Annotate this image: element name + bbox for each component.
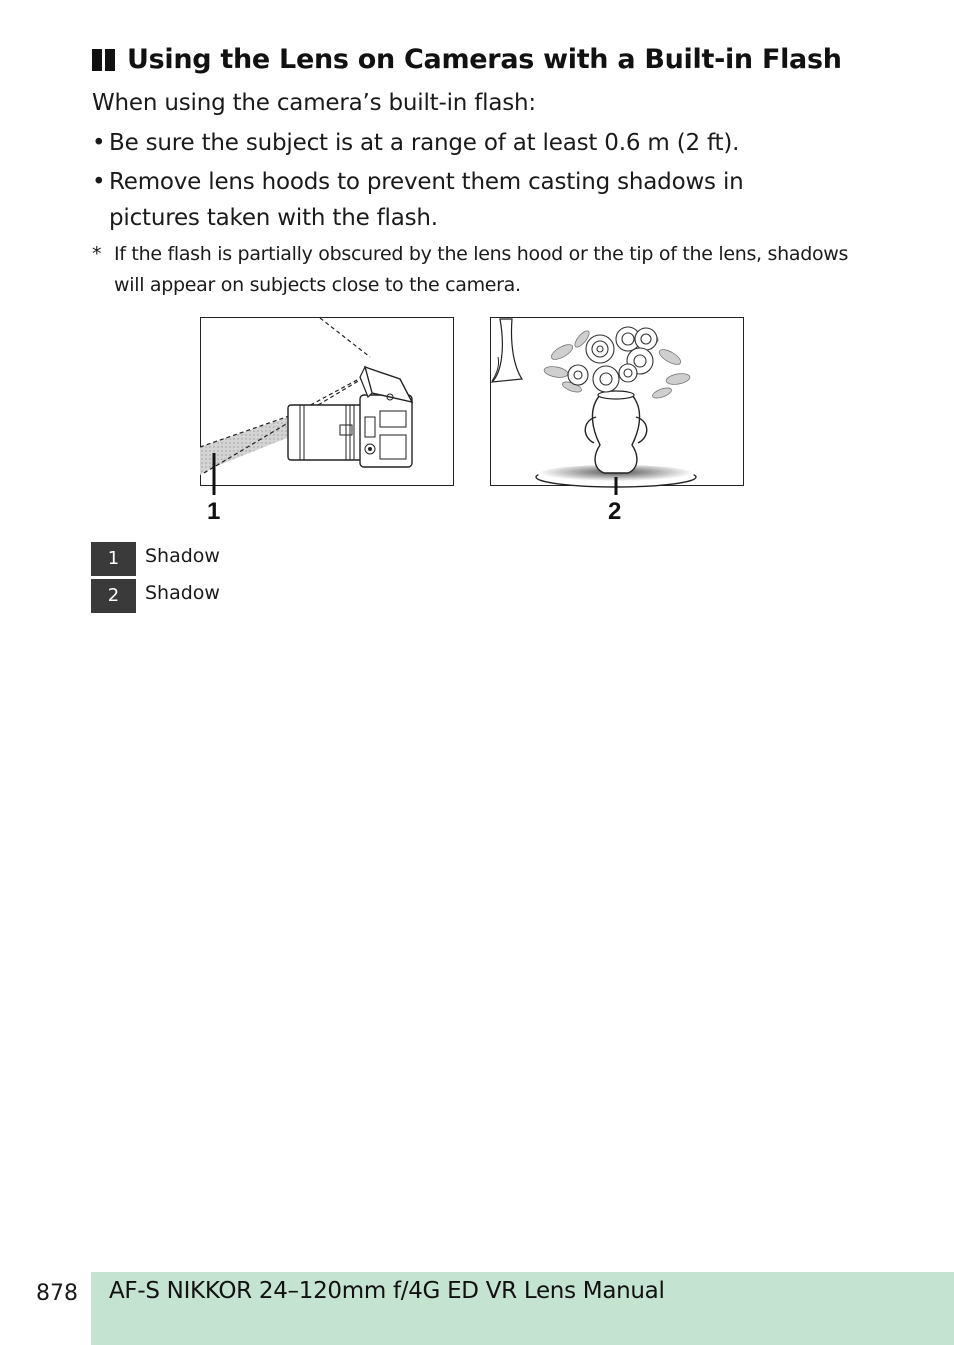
callout-number: 1 xyxy=(207,498,221,525)
intro-text: When using the camera’s built-in flash: xyxy=(92,90,536,116)
bullet-marker: • xyxy=(92,169,106,195)
section-marker-icon xyxy=(92,49,115,71)
bullet-item xyxy=(92,164,812,236)
legend-label: Shadow xyxy=(145,544,220,567)
page-number: 878 xyxy=(36,1281,78,1306)
bullet-text: Be sure the subject is at a range of at least 0.6 m (2 ft). xyxy=(109,130,740,156)
legend-row xyxy=(91,540,220,577)
footnote-text: If the flash is partially obscured by the lens hood or the tip of the lens, shadows will appear on subjects close to the camera. xyxy=(114,243,849,296)
bullet-text: Remove lens hoods to prevent them casting shadows in pictures taken with the flash. xyxy=(109,169,744,231)
legend-label: Shadow xyxy=(145,581,220,604)
illustration-figure xyxy=(200,317,745,532)
legend-number: 2 xyxy=(91,579,136,613)
footnote xyxy=(92,239,852,301)
footnote-marker: * xyxy=(92,243,102,265)
bullet-marker: • xyxy=(92,130,106,156)
legend-number: 1 xyxy=(91,542,136,576)
section-heading xyxy=(92,44,842,75)
legend-row xyxy=(91,577,220,614)
camera-flash-shadow-illustration xyxy=(200,317,745,532)
bullet-item xyxy=(92,125,812,161)
figure-legend xyxy=(91,540,220,614)
page-title: Using the Lens on Cameras with a Built-in Flash xyxy=(127,44,842,75)
footer-title: AF-S NIKKOR 24–120mm f/4G ED VR Lens Manual xyxy=(109,1278,665,1304)
footer-band xyxy=(91,1272,954,1345)
callout-number: 2 xyxy=(608,498,622,525)
